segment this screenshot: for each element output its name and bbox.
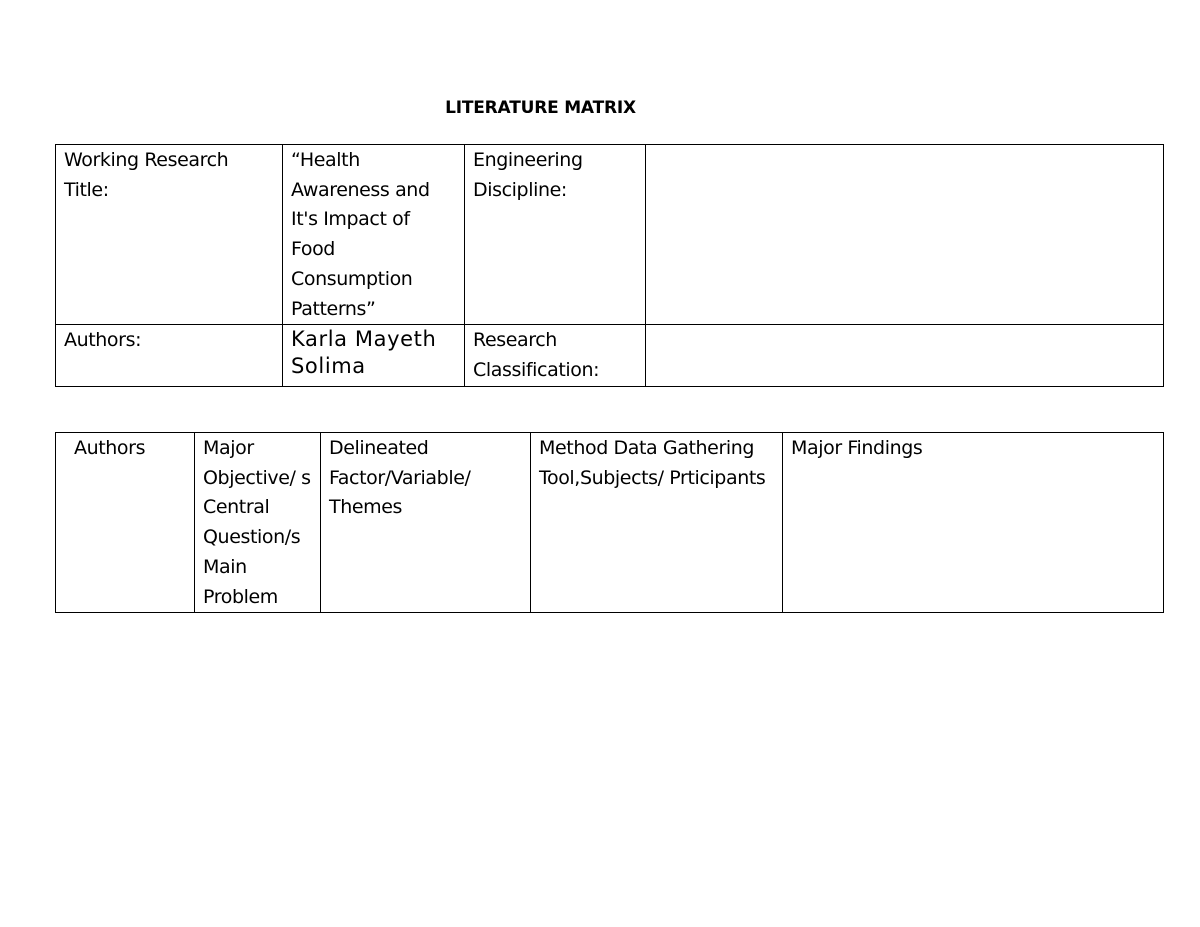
research-classification-label: Research Classification: [465,325,646,386]
working-title-row [56,145,1164,325]
working-title-label: Working Research Title: [56,145,283,325]
authors-value[interactable]: Karla Mayeth Solima [283,325,465,386]
engineering-discipline-value[interactable] [646,145,1164,325]
literature-matrix-table [55,432,1164,613]
authors-row [56,325,1164,386]
authors-label: Authors: [56,325,283,386]
header-major-findings: Major Findings [783,433,1164,613]
header-delineated-factor: Delineated Factor/Variable/ Themes [321,433,531,613]
engineering-discipline-label: Engineering Discipline: [465,145,646,325]
research-info-table [55,144,1164,387]
header-major-objective: Major Objective/ s Central Question/s Main Problem [195,433,321,613]
literature-header-row [56,433,1164,613]
page-title: LITERATURE MATRIX [445,98,636,118]
header-method: Method Data Gathering Tool,Subjects/ Prticipants [531,433,783,613]
working-title-value[interactable]: “Health Awareness and It's Impact of Food Consumption Patterns” [283,145,465,325]
research-classification-value[interactable] [646,325,1164,386]
header-authors: Authors [56,433,195,613]
